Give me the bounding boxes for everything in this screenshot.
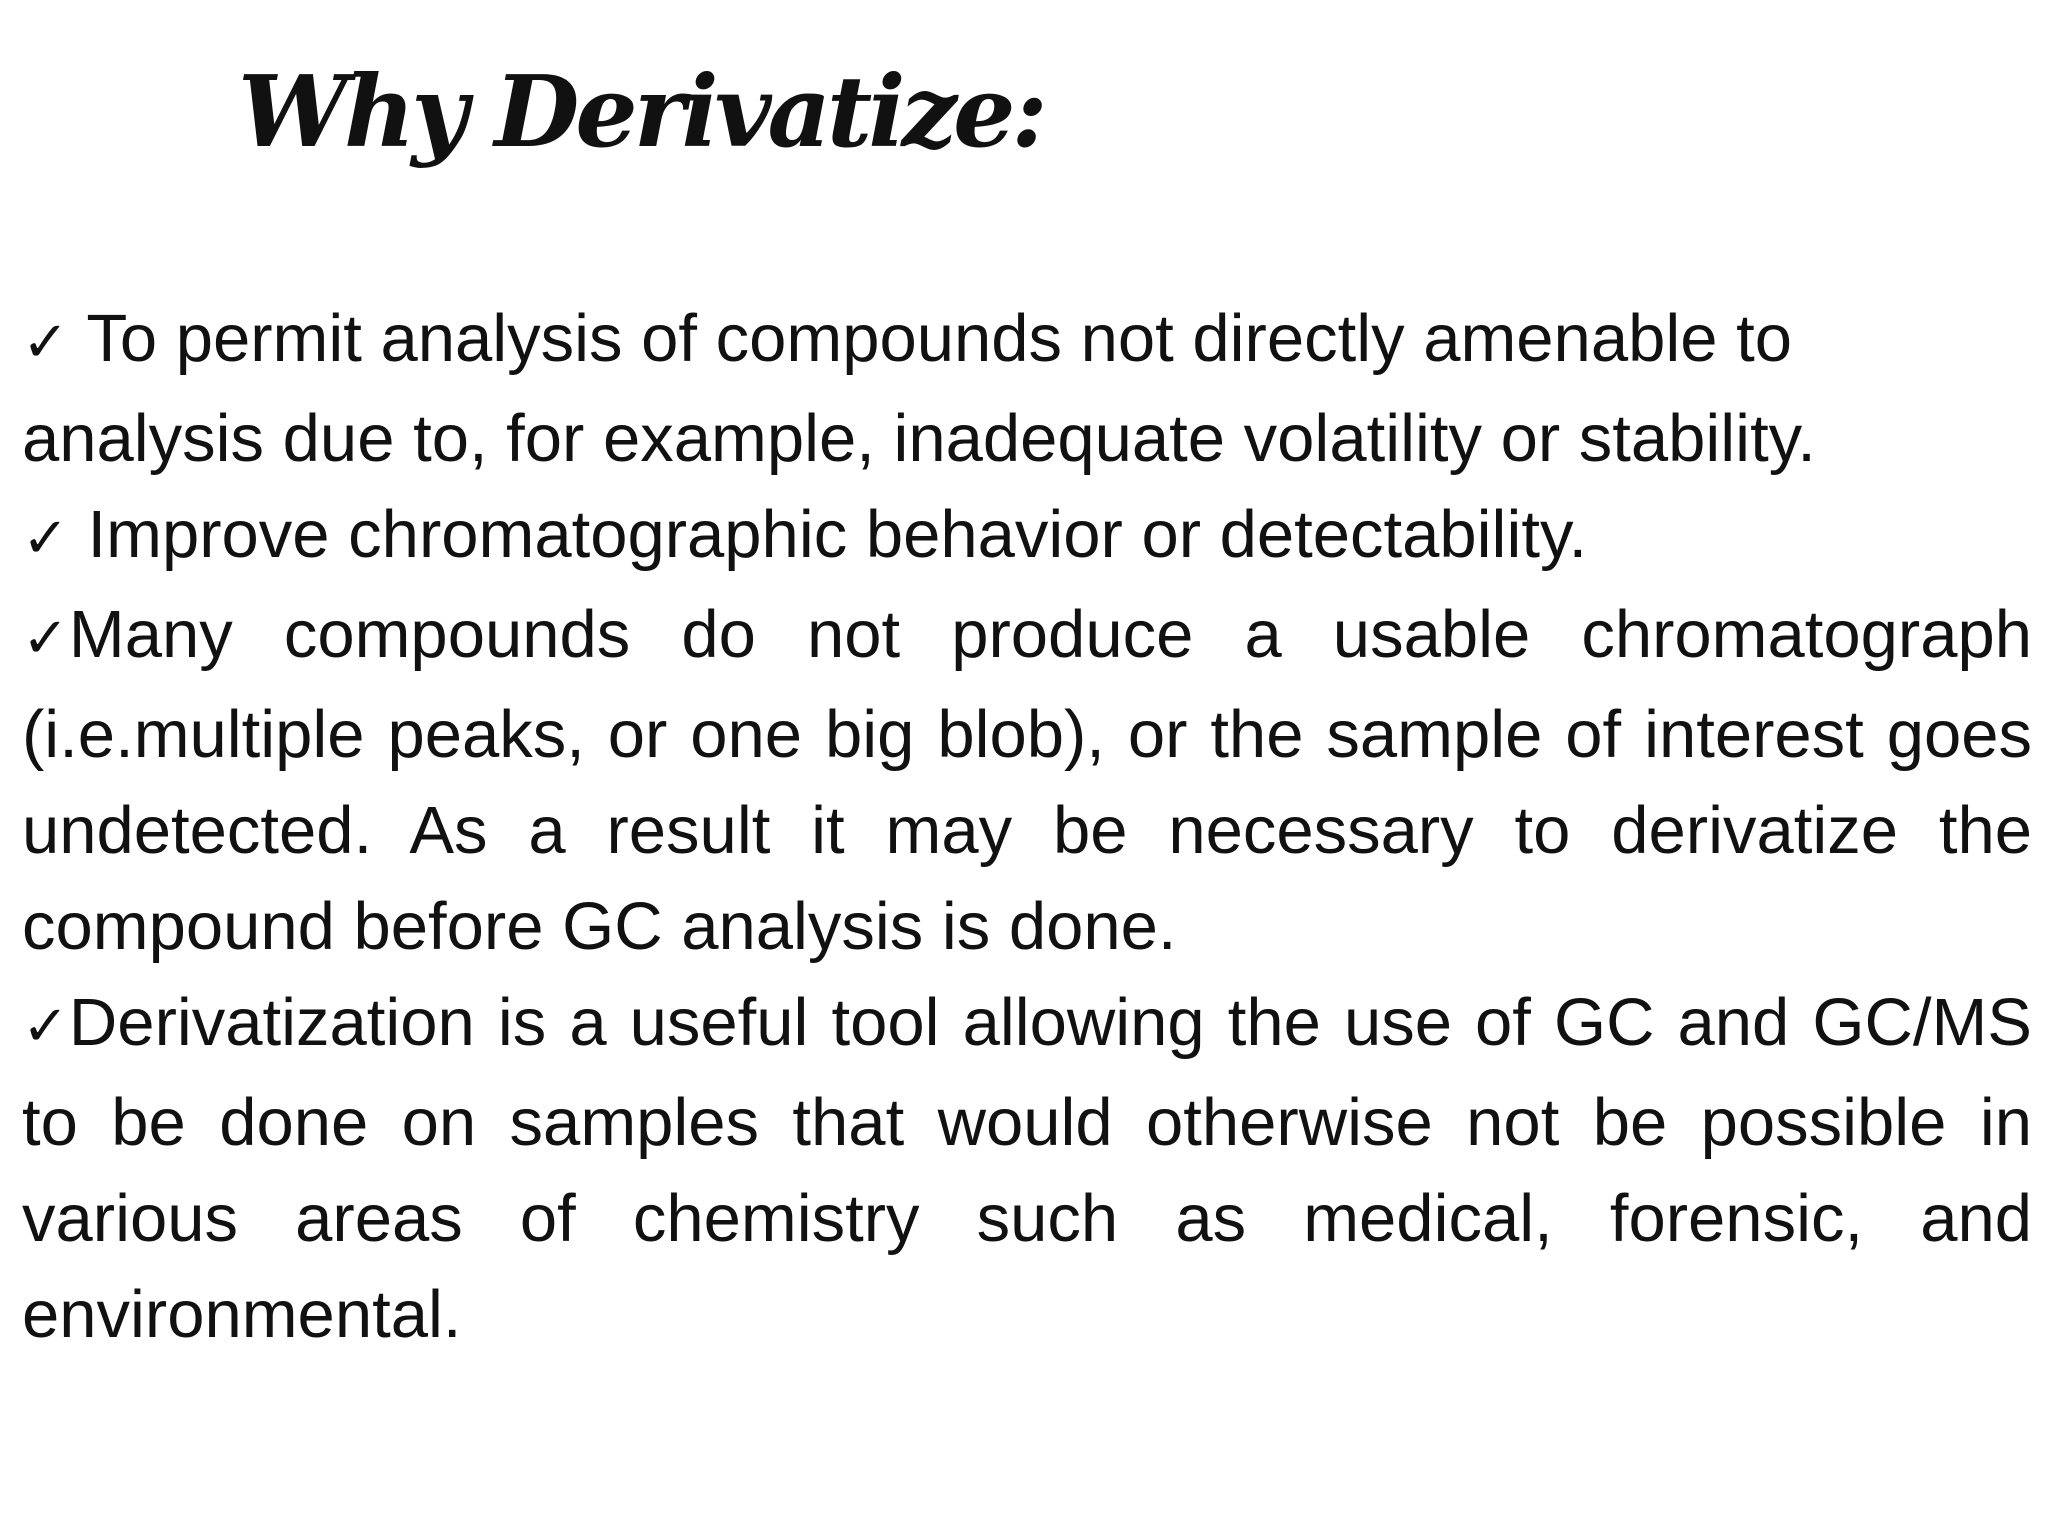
- slide-title: Why Derivatize:: [238, 55, 1044, 170]
- bullet-item-improve-behavior: [22, 487, 2032, 587]
- check-icon: ✓: [22, 606, 69, 671]
- check-icon: ✓: [22, 994, 69, 1059]
- bullet-text: Improve chromatographic behavior or detectability.: [68, 497, 1588, 572]
- check-icon: ✓: [22, 506, 69, 571]
- bullet-item-usable-chromatograph: [22, 587, 2032, 975]
- bullet-item-derivatization-tool: [22, 975, 2032, 1363]
- bullet-item-permit-analysis: [22, 291, 2032, 487]
- bullet-text: Derivatization is a useful tool allowing the use of GC and GC/MS to be done on samples that would otherwise not be possible in various areas of chemistry such as medical, forensic, and environmental.: [22, 985, 2032, 1352]
- bullet-text: To permit analysis of compounds not directly amenable to analysis due to, for example, inadequate volatility or stability.: [22, 301, 1816, 476]
- bullet-text: Many compounds do not produce a usable chromatograph (i.e.multiple peaks, or one big blob), or the sample of interest goes undetected. As a result it may be necessary to derivatize the compound before GC analysis is done.: [22, 597, 2032, 964]
- check-icon: ✓: [22, 310, 69, 375]
- bullet-list: [22, 291, 2032, 1363]
